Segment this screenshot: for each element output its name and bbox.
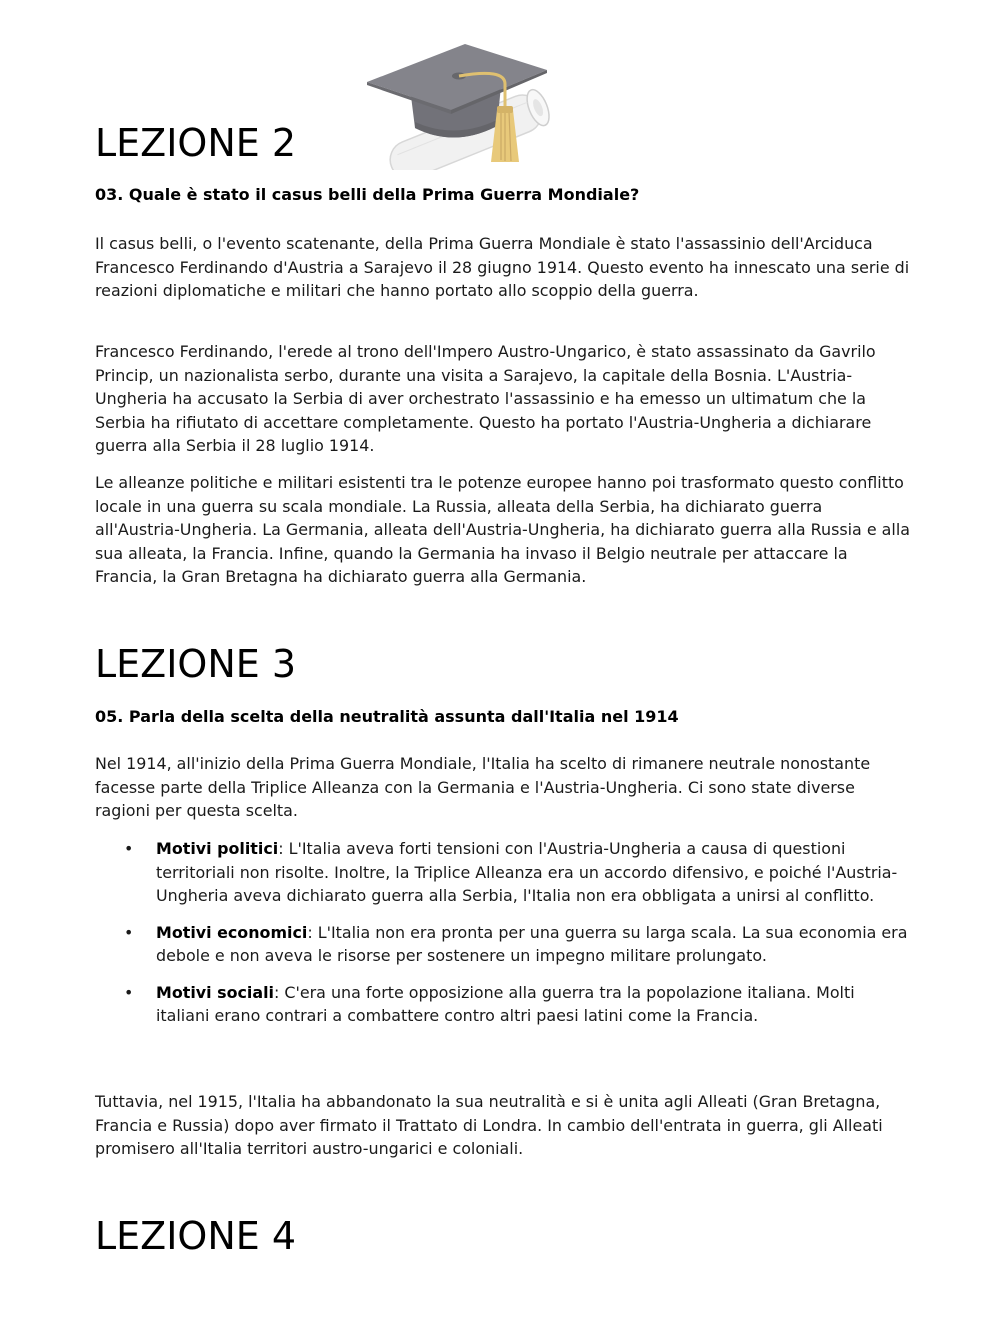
bullet-term: Motivi politici [156,839,279,858]
question-heading: 05. Parla della scelta della neutralità assunta dall'Italia nel 1914 [95,707,679,726]
graduation-cap-with-diploma-icon [355,40,560,170]
bullet-text: : L'Italia non era pronta per una guerra su larga scala. La sua economia era debole e non aveva le risorse per sostenere un impegno militare prolungato. [156,922,908,965]
lesson-title: LEZIONE 2 [95,121,297,165]
paragraph: Le alleanze politiche e militari esistenti tra le potenze europee hanno poi trasformato questo conflitto locale in una guerra su scala mondiale. La Russia, alleata della Serbia, ha dichiarato guerra all'Austria-Ungheria. La Germania, alleata dell'Austria-Ungheria, ha dichiarato guerra alla Russia e alla sua alleata, la Francia. Infine, quando la Germania ha invaso il Belgio neutrale per attaccare la Francia, la Gran Bretagna ha dichiarato guerra alla Germania. [95,473,910,586]
list-item [95,981,910,1028]
lesson-title: LEZIONE 3 [95,642,297,686]
bullet-term: Motivi sociali [156,982,274,1002]
list-item [95,921,910,968]
bullet-icon: • [124,922,134,942]
paragraph: Il casus belli, o l'evento scatenante, della Prima Guerra Mondiale è stato l'assassinio dell'Arciduca Francesco Ferdinando d'Austria a Sarajevo il 28 giugno 1914. Questo evento ha innescato una serie di reazioni diplomatiche e militari che hanno portato allo scoppio della guerra. [95,234,910,300]
list-item [95,837,910,908]
paragraph: Francesco Ferdinando, l'erede al trono dell'Impero Austro-Ungarico, è stato assassinato da Gavrilo Princip, un nazionalista serbo, durante una visita a Sarajevo, la capitale della Bosnia. L'Austria-Ungheria ha accusato la Serbia di aver orchestrato l'assassinio e ha emesso un ultimatum che la Serbia ha rifiutato di accettare completamente. Questo ha portato l'Austria-Ungheria a dichiarare guerra alla Serbia il 28 luglio 1914. [95,342,876,455]
bullet-icon: • [124,839,134,858]
bullet-term: Motivi economici [156,922,308,942]
paragraph: Nel 1914, all'inizio della Prima Guerra Mondiale, l'Italia ha scelto di rimanere neutrale nonostante facesse parte della Triplice Alleanza con la Germania e l'Austria-Ungheria. Ci sono state diverse ragioni per questa scelta. [95,754,871,820]
question-heading: 03. Quale è stato il casus belli della Prima Guerra Mondiale? [95,185,640,204]
paragraph: Tuttavia, nel 1915, l'Italia ha abbandonato la sua neutralità e si è unita agli Alleati (Gran Bretagna, Francia e Russia) dopo aver firmato il Trattato di Londra. In cambio dell'entrata in guerra, gli Alleati promisero all'Italia territori austro-ungarici e coloniali. [95,1092,883,1158]
bullet-list [95,837,910,1028]
lesson-title: LEZIONE 4 [95,1214,297,1258]
bullet-text: : C'era una forte opposizione alla guerra tra la popolazione italiana. Molti italiani erano contrari a combattere contro altri paesi latini come la Francia. [156,982,855,1025]
bullet-icon: • [124,982,134,1002]
bullet-text: : L'Italia aveva forti tensioni con l'Austria-Ungheria a causa di questioni territoriali non risolte. Inoltre, la Triplice Alleanza era un accordo difensivo, e poiché l'Austria-Ungheria aveva dichiarato guerra alla Serbia, l'Italia non era obbligata a unirsi al conflitto. [156,839,898,905]
